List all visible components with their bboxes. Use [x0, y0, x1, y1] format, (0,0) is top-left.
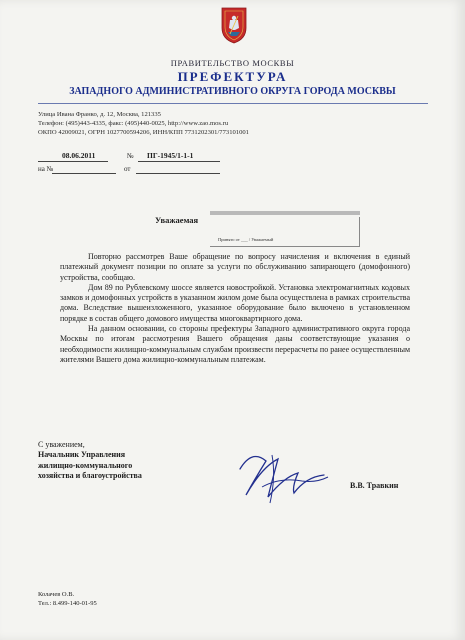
incoming-number-label: на №	[38, 165, 54, 173]
number-line	[138, 161, 220, 162]
body-paragraph: На данном основании, со стороны префектуры Западного административного округа города Москвы по итогам рассмотрения Вашего обращения даны соответствующие указания о необходимости жилищно-коммунальным службам произвести перерасчеты по ранее осуществленным жителями Вашего дома жилищно-коммунальным платежам.	[60, 324, 410, 364]
executor-name: Колачев О.В.	[38, 591, 75, 598]
regards-text: С уважением,	[38, 440, 85, 449]
registration-date: 08.06.2011	[62, 151, 96, 160]
position-line-2: жилищно-коммунального	[38, 460, 133, 470]
letter-body	[60, 252, 410, 365]
header-divider	[38, 103, 428, 104]
handwritten-signature	[232, 447, 332, 507]
signature-block	[38, 440, 142, 481]
signer-name: В.В. Травкин	[350, 481, 399, 490]
position-line-3: хозяйства и благоустройства	[38, 470, 142, 480]
codes-text: ОКПО 42009021, ОГРН 1027700594206, ИНН/КПП 7731202301/773101001	[38, 129, 249, 136]
stamp-text: Принято от ___ / Уважаемый	[218, 237, 274, 242]
phone-text: Телефон: (495)443-4335, факс: (495)440-0025, http://www.zao.mos.ru	[38, 120, 229, 127]
address-text: Улица Ивана Франко, д. 12, Москва, 121335	[38, 111, 161, 118]
position-line-1: Начальник Управления	[38, 450, 126, 460]
incoming-date-label: от	[124, 165, 131, 173]
redaction-strip	[210, 211, 360, 215]
executor-phone: Тел.: 8.499-140-01-95	[38, 600, 97, 607]
greeting: Уважаемая	[155, 215, 199, 225]
body-paragraph: Повторно рассмотрев Ваше обращение по вопросу начисления и включения в единый платежный документ позиции по оплате за услуги по обслуживанию запирающего (домофонного) устройства, сообщаю.	[60, 252, 410, 282]
incoming-date-line	[136, 173, 220, 174]
registration-number: ПГ-1945/1-1-1	[147, 151, 194, 160]
body-paragraph: Дом 89 по Рублевскому шоссе является новостройкой. Установка электромагнитных кодовых замков и домофонных устройств в указанном жилом доме была осуществлена в рамках строительства дома. Вследствие вышеизложенного, указанное оборудование было включено в установленном порядке в состав общего домового имущества многоквартирного дома.	[60, 282, 410, 323]
addressee-redacted-box	[210, 203, 360, 247]
prefecture-full-name: ЗАПАДНОГО АДМИНИСТРАТИВНОГО ОКРУГА ГОРОДА МОСКВЫ	[69, 86, 396, 97]
date-line	[38, 161, 108, 162]
contact-block	[38, 110, 249, 137]
redaction-border	[210, 217, 360, 247]
moscow-coat-of-arms-icon	[220, 6, 248, 44]
prefecture-heading: ПРЕФЕКТУРА	[177, 69, 288, 84]
registration-number-label: №	[127, 152, 134, 160]
government-heading: ПРАВИТЕЛЬСТВО МОСКВЫ	[170, 58, 295, 68]
executor-block	[38, 590, 97, 608]
incoming-number-line	[52, 173, 116, 174]
